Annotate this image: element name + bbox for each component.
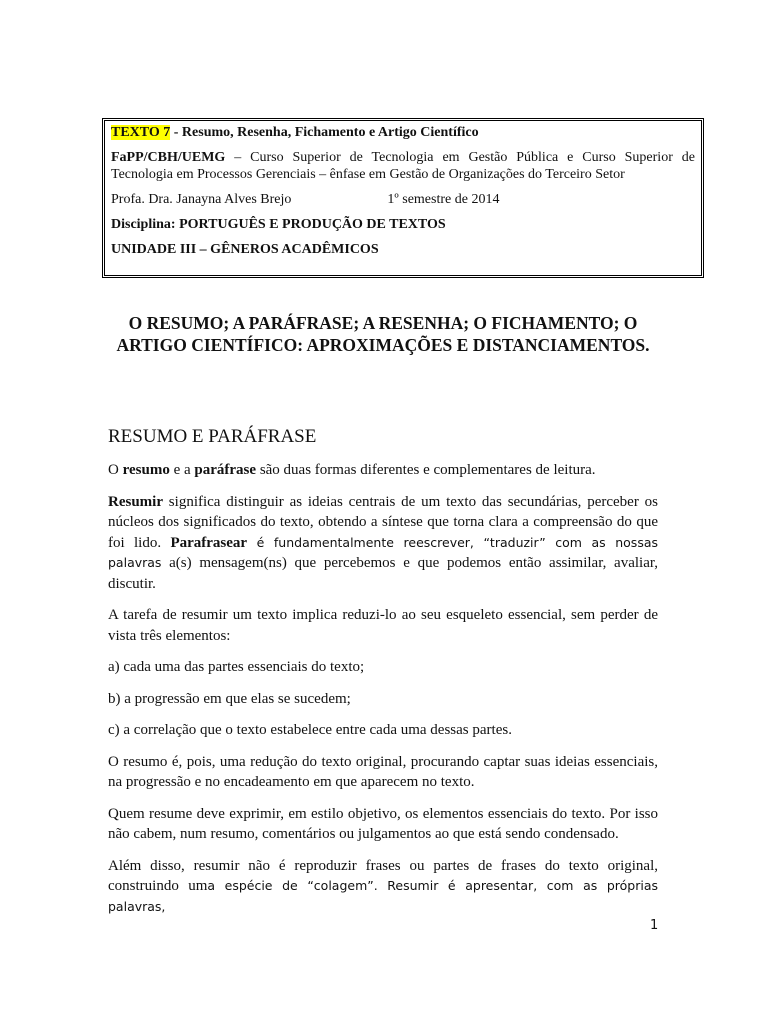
- term-resumir: Resumir: [108, 493, 163, 510]
- body-text: [108, 460, 658, 928]
- discipline-name: PORTUGUÊS E PRODUÇÃO DE TEXTOS: [175, 217, 446, 232]
- text-run: O: [108, 462, 123, 478]
- term-resumo: resumo: [122, 462, 170, 478]
- course-line: [111, 149, 695, 183]
- term-parafrasear: Parafrasear: [170, 534, 248, 551]
- main-title: O RESUMO; A PARÁFRASE; A RESENHA; O FICHAMENTO; O ARTIGO CIENTÍFICO: APROXIMAÇÕES E DISTANCIAMENTOS.: [116, 313, 650, 355]
- header-box: [102, 118, 704, 278]
- paragraph-7: O resumo é, pois, uma redução do texto original, procurando captar suas ideias essenciais, na progressão e no encadeamento em que aparecem no texto.: [108, 753, 658, 790]
- professor-name: Profa. Dra. Janayna Alves Brejo: [111, 192, 292, 207]
- text-number-label: TEXTO 7: [111, 125, 171, 140]
- unit-name: UNIDADE III – GÊNEROS ACADÊMICOS: [111, 242, 379, 257]
- term-parafrase: paráfrase: [194, 462, 257, 478]
- text-run: e a: [169, 462, 195, 478]
- text-run: são duas formas diferentes e complementares de leitura.: [256, 462, 596, 478]
- semester: 1º semestre de 2014: [387, 192, 500, 207]
- unit-line: [111, 241, 695, 258]
- text-run-sans: é fundamentalmente reescrever, “traduzir” com as nossas palavras: [108, 534, 658, 570]
- paragraph-8: Quem resume deve exprimir, em estilo objetivo, os elementos essenciais do texto. Por isso não cabem, num resumo, comentários ou julgamentos ao que está sendo condensado.: [108, 805, 658, 842]
- list-item-b: b) a progressão em que elas se sucedem;: [108, 690, 351, 707]
- section-title: RESUMO E PARÁFRASE: [108, 426, 317, 447]
- page-number: 1: [650, 918, 659, 933]
- text-title: - Resumo, Resenha, Fichamento e Artigo Científico: [170, 125, 479, 140]
- text-run: a(s) mensagem(ns) que percebemos e que podemos então assimilar, avaliar, discutir.: [108, 555, 658, 592]
- text-run: Além disso, resumir não é reproduzir frases ou partes de frases do texto original, construindo um: [108, 857, 658, 894]
- discipline-line: [111, 216, 695, 233]
- paragraph-9: [108, 856, 658, 918]
- list-item-c: c) a correlação que o texto estabelece entre cada uma dessas partes.: [108, 722, 512, 738]
- professor-line: [111, 191, 695, 208]
- institution: FaPP/CBH/UEMG: [111, 150, 226, 165]
- text-run: significa distinguir as ideias centrais de um texto das secundárias, perceber os núcleos dos significados do texto, obtendo a síntese que torna clara a compreensão do que foi lido.: [108, 493, 658, 551]
- course-description: – Curso Superior de Tecnologia em Gestão Pública e Curso Superior de Tecnologia em Processos Gerenciais – ênfase em Gestão de Organizações do Terceiro Setor: [111, 150, 695, 182]
- paragraph-1: [108, 460, 658, 481]
- list-item-a: a) cada uma das partes essenciais do texto;: [108, 659, 365, 675]
- discipline-label: Disciplina:: [111, 217, 176, 232]
- text-run-sans: a espécie de “colagem”. Resumir é apresentar, com as próprias palavras,: [108, 878, 658, 914]
- paragraph-2: [108, 492, 658, 595]
- header-title-line: [111, 124, 695, 141]
- paragraph-3: A tarefa de resumir um texto implica reduzi-lo ao seu esqueleto essencial, sem perder de vista três elementos:: [108, 607, 658, 644]
